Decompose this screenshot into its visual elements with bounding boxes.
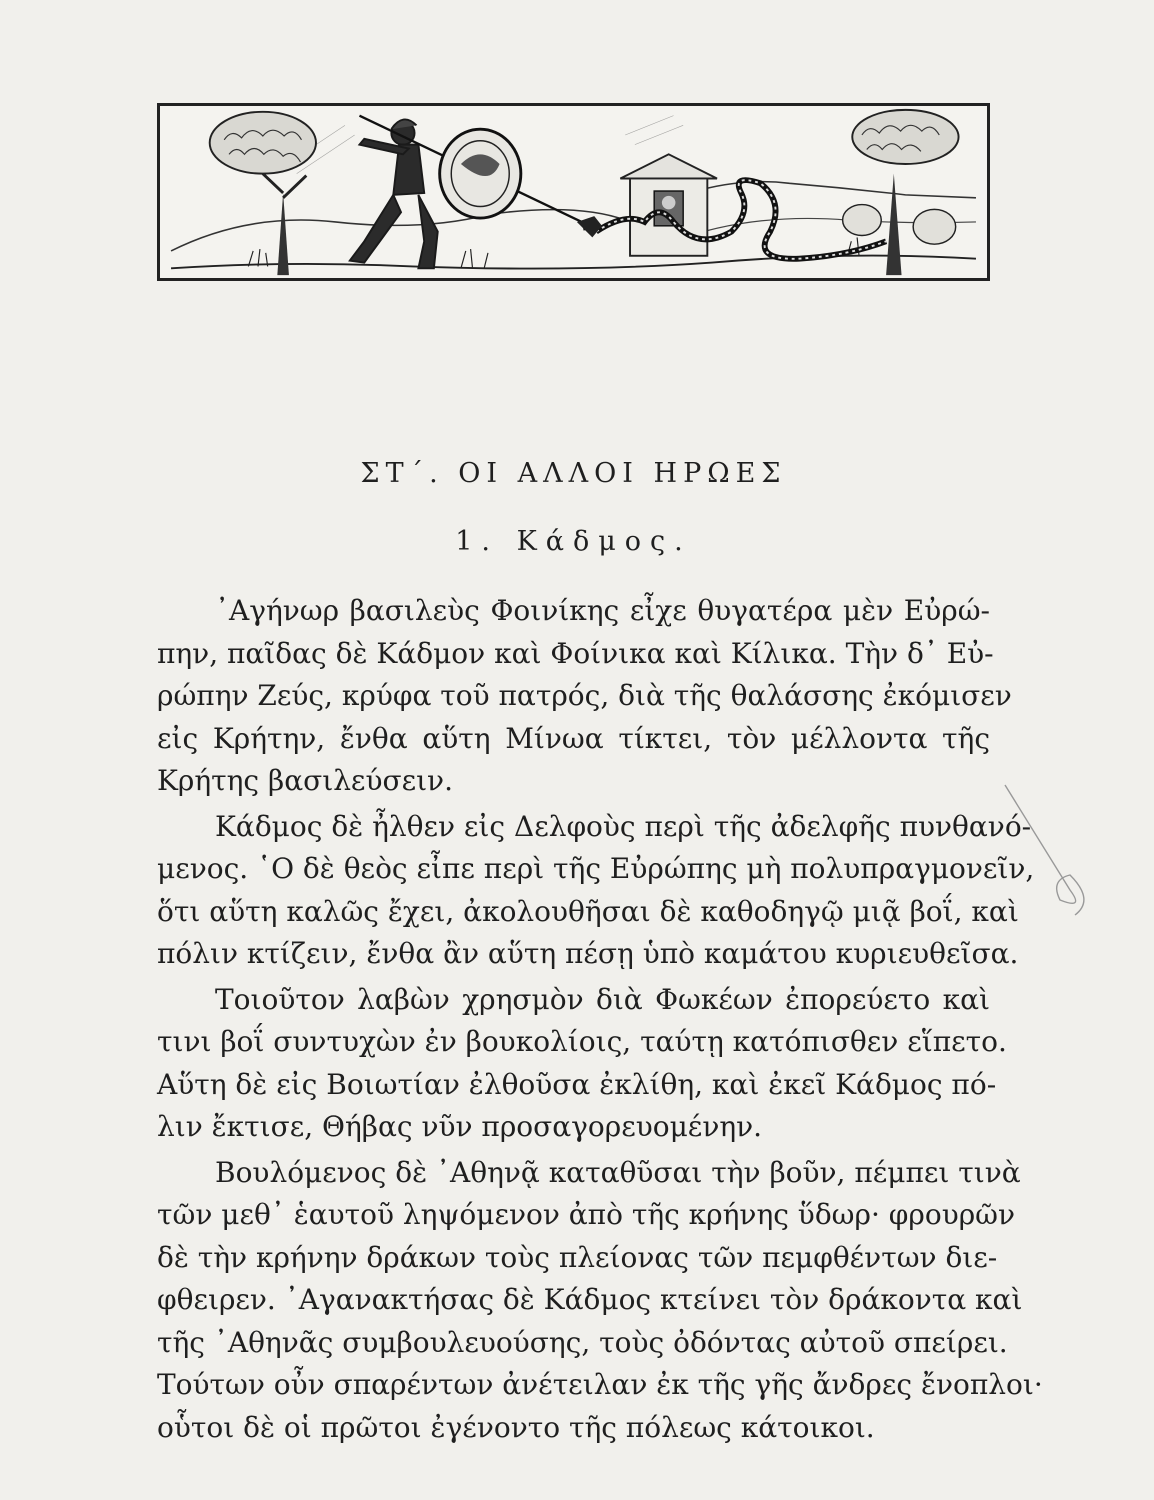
illustration-drawing — [160, 106, 987, 278]
text-line: τῶν μεθ᾿ ἑαυτοῦ ληψόμενον ἀπὸ τῆς κρήνης ὕδωρ· φρουρῶν — [157, 1198, 1016, 1231]
text-line: ρώπην Ζεύς, κρύφα τοῦ πατρός, διὰ τῆς θαλάσσης ἐκόμισεν — [157, 679, 1012, 712]
paragraph — [157, 1152, 1043, 1450]
text-line: ᾿Αγήνωρ βασιλεὺς Φοινίκης εἶχε θυγατέρα μὲν Εὐρώ- — [215, 594, 990, 627]
text-line: Αὕτη δὲ εἰς Βοιωτίαν ἐλθοῦσα ἐκλίθη, καὶ ἐκεῖ Κάδμος πό- — [157, 1067, 997, 1101]
paragraph — [157, 806, 1035, 976]
paragraph — [157, 979, 1007, 1149]
text-line: Τοιοῦτον λαβὼν χρησμὸν διὰ Φωκέων ἐπορεύετο καὶ — [215, 982, 990, 1016]
paragraph — [157, 590, 1012, 803]
warrior-dragon-illustration — [157, 103, 990, 281]
chapter-title: ΣΤ΄. ΟΙ ΑΛΛΟΙ ΗΡΩΕΣ — [360, 458, 787, 489]
text-line: δὲ τὴν κρήνην δράκων τοὺς πλείονας τῶν πεμφθέντων διε- — [157, 1240, 998, 1274]
text-line: μενος. ῾Ο δὲ θεὸς εἶπε περὶ τῆς Εὐρώπης μὴ πολυπραγμονεῖν, — [157, 852, 1035, 885]
text-line: τῆς ᾿Αθηνᾶς συμβουλευούσης, τοὺς ὀδόντας αὐτοῦ σπείρει. — [157, 1325, 1008, 1359]
text-line: φθειρεν. ᾿Αγανακτήσας δὲ Κάδμος κτείνει τὸν δράκοντα καὶ — [157, 1283, 1023, 1316]
section-title: 1. Κάδμος. — [455, 526, 692, 557]
text-line: πην, παῖδας δὲ Κάδμον καὶ Φοίνικα καὶ Κίλικα. Τὴν δ᾿ Εὐ- — [157, 636, 994, 670]
text-line: τινι βοΐ συντυχὼν ἐν βουκολίοις, ταύτῃ κατόπισθεν εἵπετο. — [157, 1025, 1007, 1058]
text-line: Βουλόμενος δὲ ᾿Αθηνᾷ καταθῦσαι τὴν βοῦν, πέμπει τινὰ — [215, 1155, 1021, 1189]
text-line: Κάδμος δὲ ἦλθεν εἰς Δελφοὺς περὶ τῆς ἀδελφῆς πυνθανό- — [215, 809, 1032, 843]
text-line: Κρήτης βασιλεύσειν. — [157, 764, 453, 797]
text-line: πόλιν κτίζειν, ἔνθα ἂν αὕτη πέσῃ ὑπὸ καμάτου κυριευθεῖσα. — [157, 937, 1019, 970]
body-text — [157, 590, 1043, 1449]
text-line: ὅτι αὕτη καλῶς ἔχει, ἀκολουθῆσαι δὲ καθοδηγῷ μιᾷ βοΐ, καὶ — [157, 894, 1019, 928]
pencil-annotation-mark — [1000, 780, 1110, 930]
text-line: λιν ἔκτισε, Θήβας νῦν προσαγορευομένην. — [157, 1110, 763, 1143]
text-line: Τούτων οὖν σπαρέντων ἀνέτειλαν ἐκ τῆς γῆς ἄνδρες ἔνοπλοι· — [157, 1368, 1043, 1401]
text-line: εἰς Κρήτην, ἔνθα αὕτη Μίνωα τίκτει, τὸν μέλλοντα τῆς — [157, 721, 990, 755]
text-line: οὗτοι δὲ οἱ πρῶτοι ἐγένοντο τῆς πόλεως κάτοικοι. — [157, 1410, 875, 1444]
